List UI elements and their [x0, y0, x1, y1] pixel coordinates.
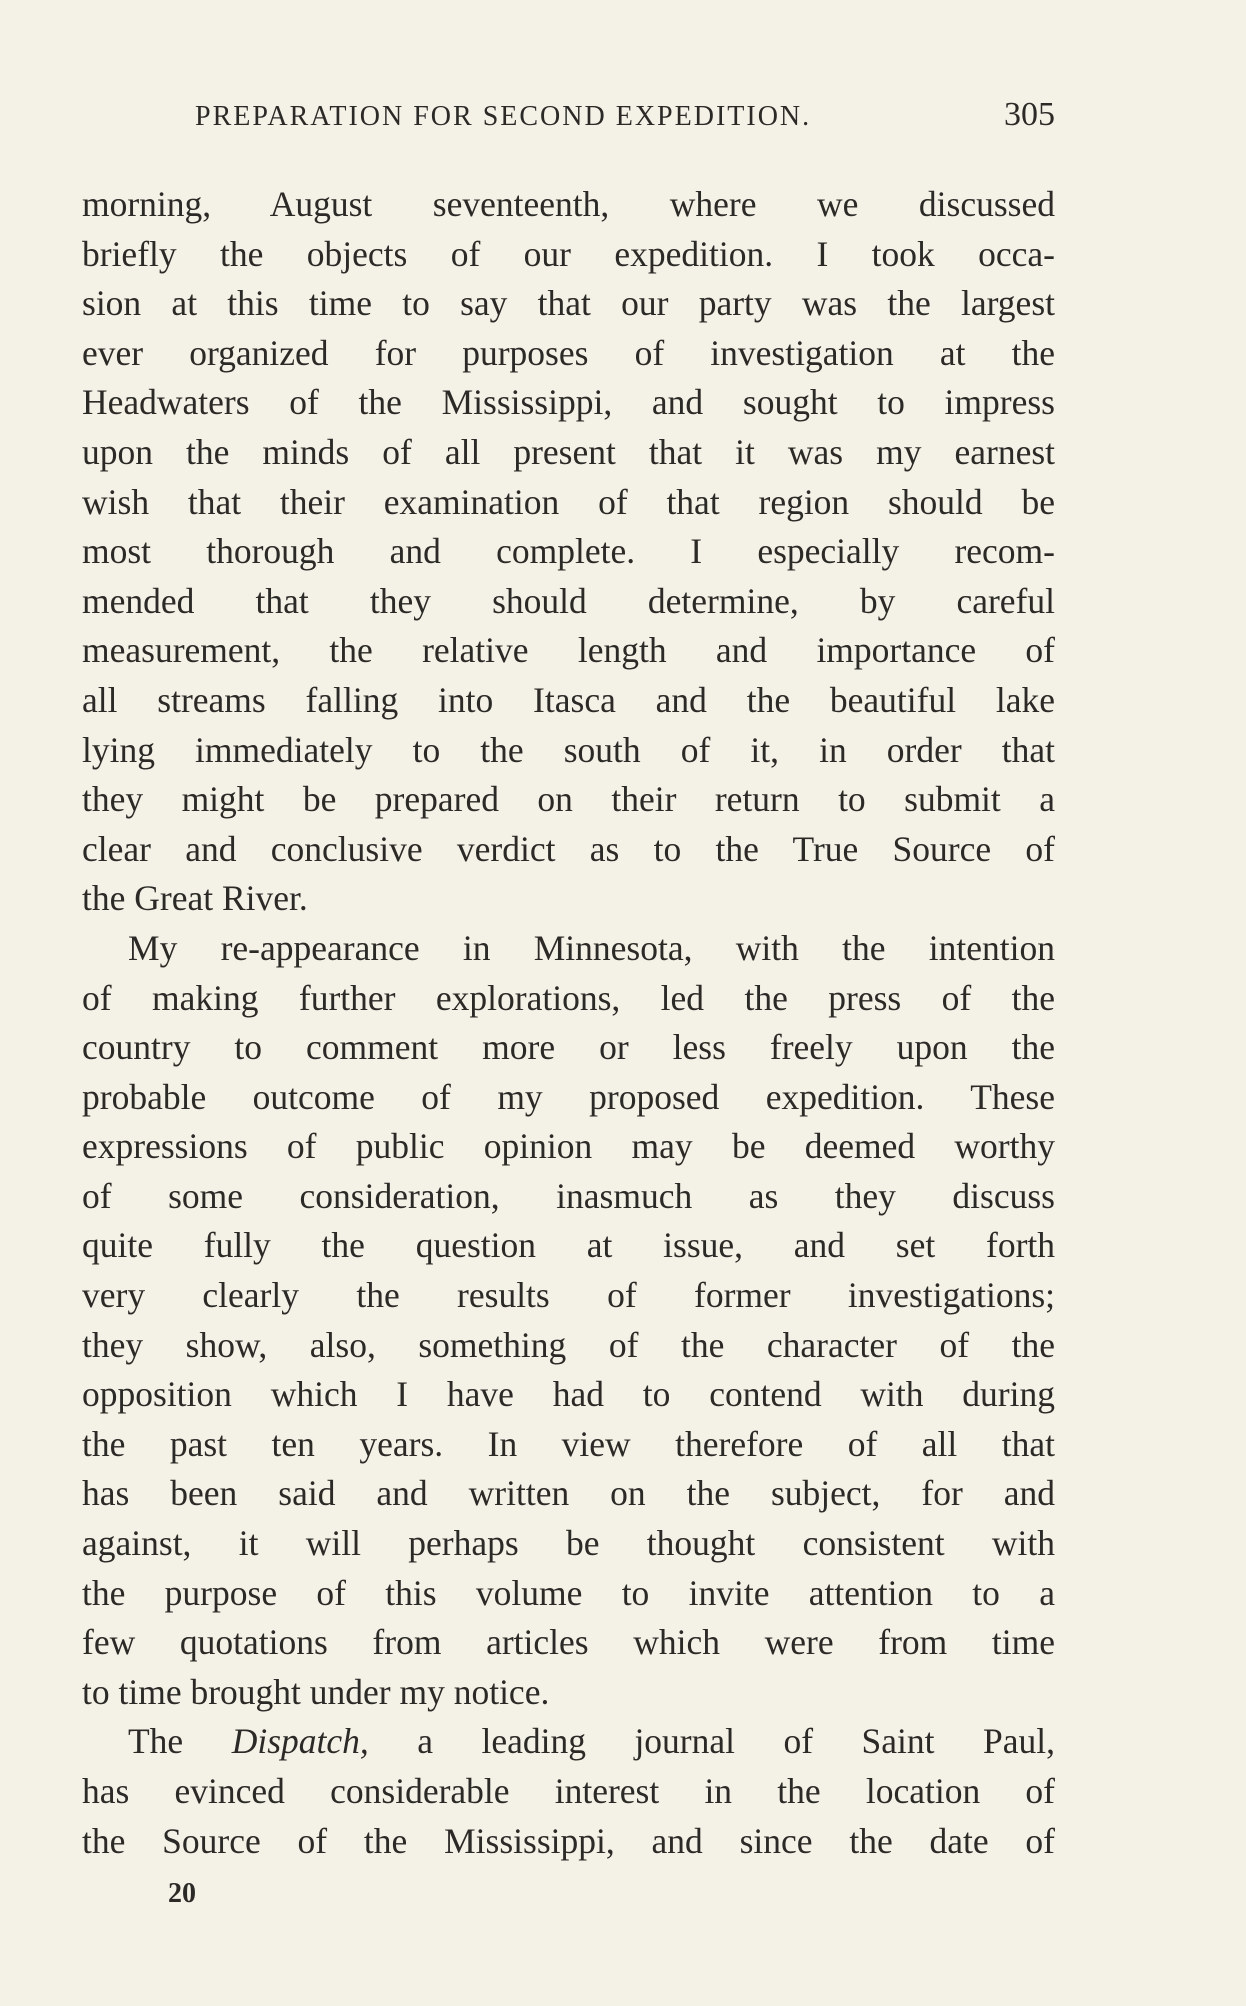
text-line: clear and conclusive verdict as to the True Source of [82, 828, 1055, 869]
text-line: the purpose of this volume to invite attention to a [82, 1572, 1055, 1613]
text-line: few quotations from articles which were from time [82, 1622, 1055, 1663]
running-head [195, 96, 1055, 142]
paragraph-2 [82, 924, 1055, 1718]
running-title: PREPARATION FOR SECOND EXPEDITION. [195, 101, 812, 132]
text-line: opposition which I have had to contend with during [82, 1374, 1055, 1415]
text-line: sion at this time to say that our party was the largest [82, 283, 1055, 324]
text-line: expressions of public opinion may be deemed worthy [82, 1126, 1055, 1167]
text-line: lying immediately to the south of it, in order that [82, 729, 1055, 770]
text-line: the Great River. [82, 878, 308, 919]
text-run: The [128, 1721, 232, 1762]
text-line: to time brought under my notice. [82, 1671, 550, 1712]
text-line: My re-appearance in Minnesota, with the intention [128, 927, 1055, 968]
text-line: briefly the objects of our expedition. I took occa- [82, 233, 1055, 274]
text-line: most thorough and complete. I especially recom- [82, 531, 1055, 572]
text-line: the Source of the Mississippi, and since the date of [82, 1820, 1055, 1861]
text-line: probable outcome of my proposed expedition. These [82, 1076, 1055, 1117]
page-number: 305 [1004, 96, 1055, 133]
text-line: has evinced considerable interest in the location of [82, 1771, 1055, 1811]
text-line: country to comment more or less freely upon the [82, 1027, 1055, 1068]
text-line: they show, also, something of the character of the [82, 1324, 1055, 1365]
signature-mark: 20 [168, 1878, 196, 1909]
text-line: wish that their examination of that region should be [82, 481, 1055, 522]
text-line [82, 1717, 1055, 1767]
text-line: ever organized for purposes of investigation at the [82, 332, 1055, 373]
text-line: very clearly the results of former investigations; [82, 1275, 1055, 1316]
text-line: has been said and written on the subject, for and [82, 1473, 1055, 1514]
text-line: morning, August seventeenth, where we discussed [82, 184, 1055, 224]
text-line: quite fully the question at issue, and set forth [82, 1225, 1055, 1266]
text-line: of making further explorations, led the press of the [82, 977, 1055, 1018]
paragraph-3 [82, 1717, 1055, 1866]
text-line: upon the minds of all present that it was my earnest [82, 431, 1055, 472]
text-line: of some consideration, inasmuch as they discuss [82, 1175, 1055, 1216]
text-line: measurement, the relative length and importance of [82, 630, 1055, 671]
body-text [82, 180, 1055, 1866]
text-line: Headwaters of the Mississippi, and sought to impress [82, 382, 1055, 423]
paragraph-1 [82, 180, 1055, 924]
text-line: they might be prepared on their return to submit a [82, 779, 1055, 820]
text-line: against, it will perhaps be thought consistent with [82, 1523, 1055, 1564]
text-line: all streams falling into Itasca and the beautiful lake [82, 679, 1055, 720]
text-line: mended that they should determine, by careful [82, 580, 1055, 621]
text-run: a leading journal of Saint Paul, [368, 1721, 1055, 1762]
journal-title: Dispatch, [231, 1721, 369, 1762]
text-line: the past ten years. In view therefore of all that [82, 1423, 1055, 1464]
